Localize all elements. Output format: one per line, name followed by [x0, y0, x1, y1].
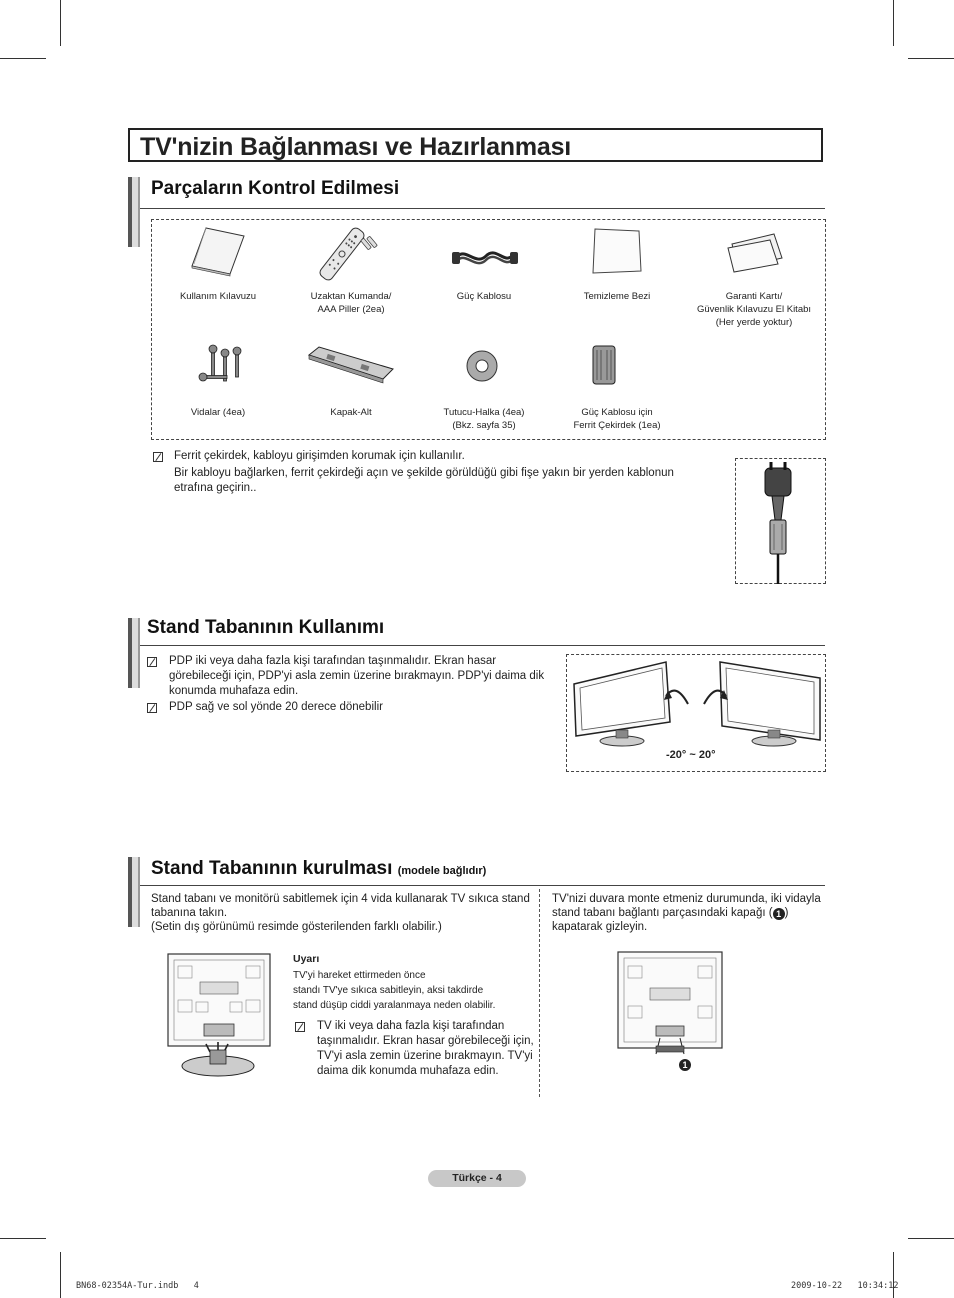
cleaning-cloth-icon	[591, 227, 643, 275]
crop-mark	[908, 1238, 954, 1239]
section-marker	[128, 177, 140, 247]
holder-ring-icon	[465, 349, 499, 383]
section-rule	[140, 208, 825, 209]
section-marker	[128, 618, 140, 688]
manual-icon	[190, 226, 246, 278]
crop-mark	[908, 58, 954, 59]
ferrite-note-line2: Bir kabloyu bağlarken, ferrit çekirdeği açın ve şekilde görüldüğü gibi fişe yakın bir yerden kablonun etrafına geçirin..	[174, 467, 674, 494]
page-title-box	[128, 128, 823, 162]
stand-usage-note-2: PDP sağ ve sol yönde 20 derece dönebilir	[169, 701, 383, 713]
part-label-screws: Vidalar (4ea)	[190, 407, 246, 418]
section-rule	[140, 645, 825, 646]
stand-install-illustration	[166, 952, 272, 1080]
part-label-warranty: Garanti Kartı/ Güvenlik Kılavuzu El Kitabı (Her yerde yoktur)	[696, 291, 812, 328]
section-rule	[140, 885, 825, 886]
ferrite-note-line1: Ferrit çekirdek, kabloyu girişimden korumak için kullanılır.	[174, 450, 465, 462]
note-icon	[153, 452, 163, 462]
crop-mark	[60, 0, 61, 46]
part-label-power-cable: Güç Kablosu	[456, 291, 512, 302]
stand-usage-section-title: Stand Tabanının Kullanımı	[147, 617, 385, 638]
part-label-remote: Uzaktan Kumanda/ AAA Piller (2ea)	[310, 291, 392, 315]
stand-install-title-suffix: (modele bağlıdır)	[397, 865, 487, 877]
warning-note: TV iki veya daha fazla kişi tarafından taşınmalıdır. Ekran hasar görebileceği için, TV'yi asla zemin üzerine bırakmayın. TV'yi daima dik konumda muhafaza edin.	[317, 1020, 534, 1077]
parts-section-title: Parçaların Kontrol Edilmesi	[151, 178, 400, 199]
footer-timestamp: 2009-10-22 10:34:12	[791, 1281, 899, 1291]
note-icon	[295, 1022, 305, 1032]
crop-mark	[893, 1252, 894, 1298]
part-label-holder-ring: Tutucu-Halka (4ea) (Bkz. sayfa 35)	[443, 407, 525, 431]
stand-install-section-title	[151, 858, 486, 880]
stand-install-title-text: Stand Tabanının kurulması	[151, 858, 393, 879]
footer-file-info: BN68-02354A-Tur.indb 4	[76, 1281, 199, 1291]
right-text-end: ) kapatarak gizleyin.	[552, 907, 789, 933]
warranty-card-icon	[726, 232, 786, 272]
stand-usage-note-1: PDP iki veya daha fazla kişi tarafından taşınmalıdır. Ekran hasar görebileceği için, PDP'yi asla zemin üzerine bırakmayın. PDP'yi daima dik konumda muhafaza edin.	[169, 655, 545, 697]
power-cable-icon	[452, 242, 518, 274]
figure-marker-1: 1	[679, 1059, 691, 1071]
note-icon	[147, 703, 157, 713]
crop-mark	[893, 0, 894, 46]
crop-mark	[0, 1238, 46, 1239]
page-title: TV'nizin Bağlanması ve Hazırlanması	[140, 133, 572, 161]
part-label-bottom-cover: Kapak-Alt	[330, 407, 372, 418]
note-icon	[147, 657, 157, 667]
part-label-cleaning-cloth: Temizleme Bezi	[583, 291, 651, 302]
bottom-cover-icon	[305, 345, 395, 383]
tv-rotation-illustration	[570, 656, 824, 751]
part-label-manual: Kullanım Kılavuzu	[179, 291, 257, 302]
warning-title: Uyarı	[293, 953, 320, 965]
section-marker	[128, 857, 140, 927]
screws-icon	[193, 343, 245, 391]
stand-install-right-text	[552, 892, 828, 934]
stand-install-left-text: Stand tabanı ve monitörü sabitlemek için 4 vida kullanarak TV sıkıca stand tabanına takın. (Setin dış görünümü resimde gösterilenden farklı olabilir.)	[151, 893, 530, 933]
part-label-ferrite-core: Güç Kablosu için Ferrit Çekirdek (1ea)	[573, 407, 661, 431]
page-number-badge: Türkçe - 4	[428, 1170, 526, 1187]
right-text-start: TV'nizi duvara monte etmeniz durumunda, iki vidayla stand tabanı bağlantı parçasındaki kapağı (	[552, 893, 821, 919]
remote-control-icon	[320, 226, 380, 282]
power-plug-with-ferrite-icon	[755, 462, 805, 584]
column-divider	[539, 889, 540, 1097]
crop-mark	[0, 58, 46, 59]
cover-install-illustration	[616, 950, 724, 1074]
ferrite-core-icon	[591, 344, 617, 386]
rotation-angle-label: -20° ~ 20°	[666, 749, 716, 761]
marker-1-badge: 1	[773, 908, 785, 920]
warning-text: TV'yi hareket ettirmeden önce standı TV'ye sıkıca sabitleyin, aksi takdirde stand düşüp ciddi yaralanmaya neden olabilir.	[293, 970, 496, 1011]
crop-mark	[60, 1252, 61, 1298]
